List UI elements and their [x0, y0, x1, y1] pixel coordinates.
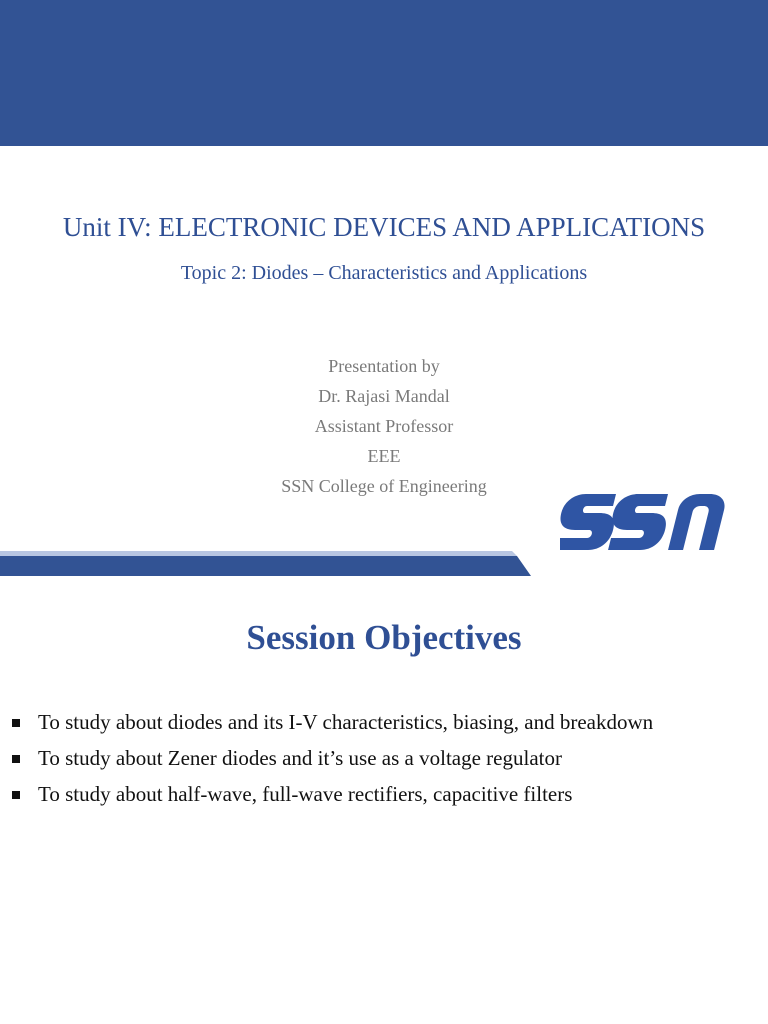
session-objectives-title: Session Objectives	[246, 618, 522, 657]
presenter-name: Dr. Rajasi Mandal	[318, 386, 450, 406]
topic-title: Topic 2: Diodes – Characteristics and Applications	[180, 262, 588, 284]
square-bullet-icon	[12, 719, 20, 727]
presenter-institution: SSN College of Engineering	[281, 476, 487, 496]
square-bullet-icon	[12, 791, 20, 799]
objective-text: To study about diodes and its I-V characteristics, biasing, and breakdown	[38, 710, 654, 734]
objective-text: To study about half-wave, full-wave rectifiers, capacitive filters	[38, 782, 573, 806]
objective-item	[6, 782, 766, 818]
objective-text: To study about Zener diodes and it’s use as a voltage regulator	[38, 746, 562, 770]
objectives-slide	[0, 580, 768, 1024]
objective-item	[6, 710, 766, 746]
objectives-list	[6, 710, 766, 818]
square-bullet-icon	[12, 755, 20, 763]
presenter-role: Assistant Professor	[314, 416, 454, 436]
presenter-line: Presentation by	[328, 356, 440, 376]
ssn-logo-icon	[560, 486, 728, 560]
unit-title: Unit IV: ELECTRONIC DEVICES AND APPLICATIONS	[62, 212, 706, 242]
presenter-department: EEE	[367, 446, 401, 466]
objective-item	[6, 746, 766, 782]
